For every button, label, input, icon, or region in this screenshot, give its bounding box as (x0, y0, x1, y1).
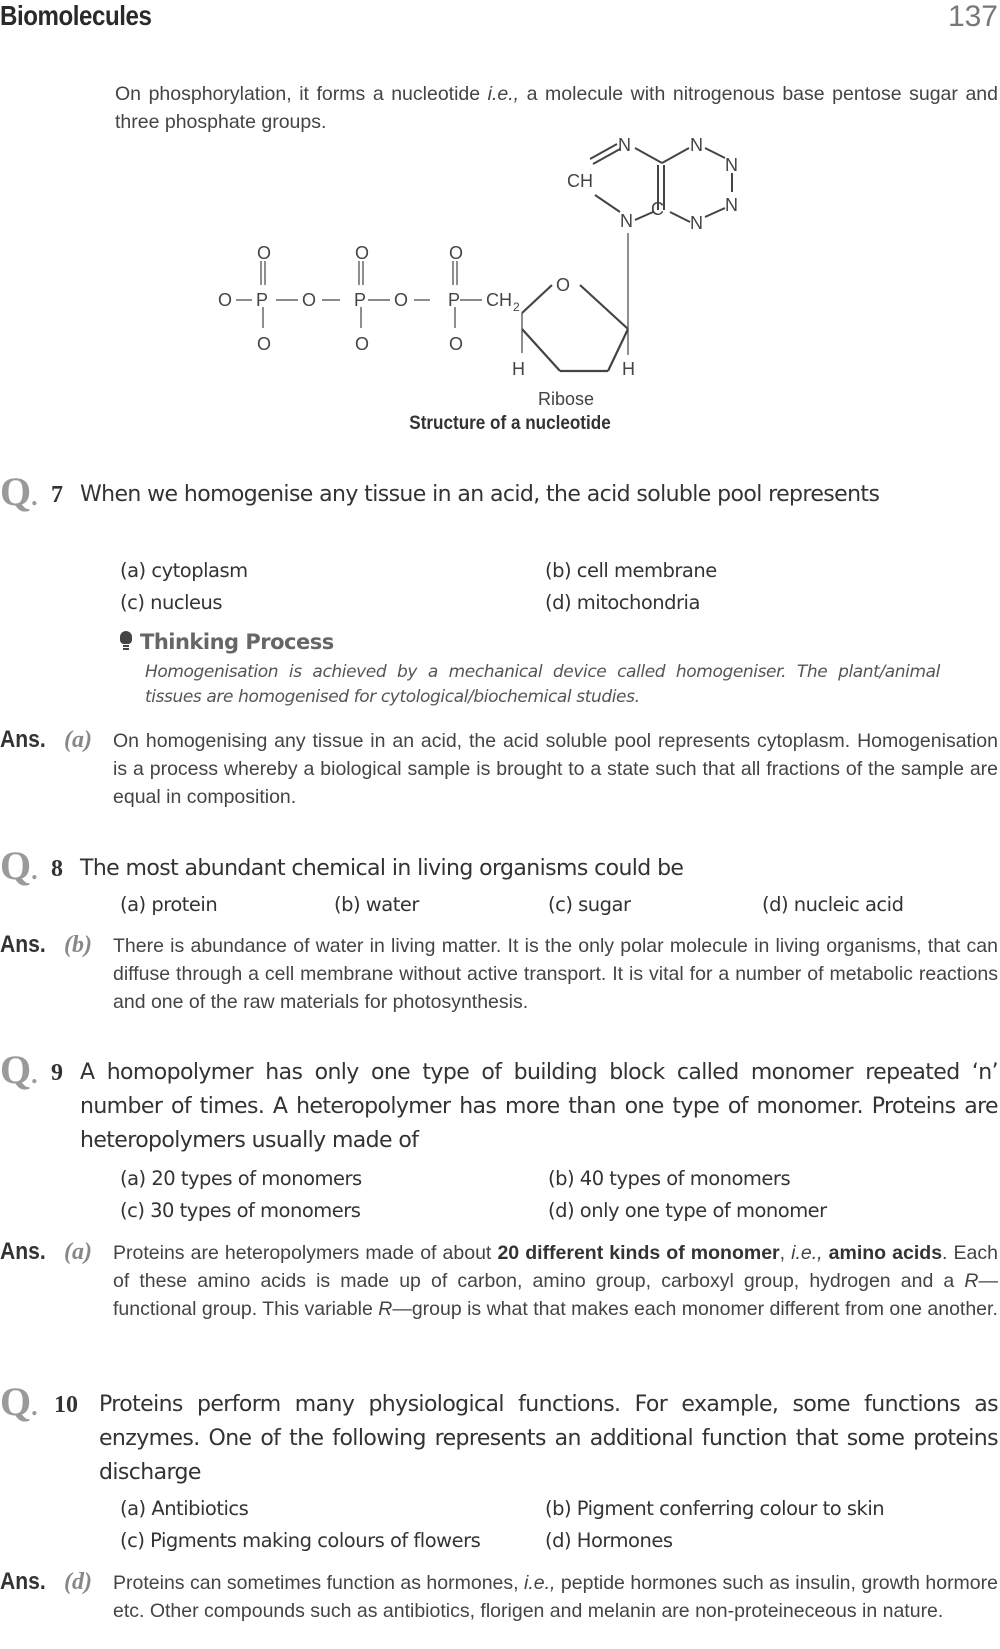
option-b[interactable]: (b) cell membrane (545, 559, 717, 582)
question-marker: Q. (0, 843, 38, 888)
answer-label: Ans. (0, 726, 46, 753)
svg-text:CH: CH (486, 290, 512, 310)
option-a[interactable]: (a) Antibiotics (120, 1497, 249, 1520)
svg-text:P: P (354, 290, 367, 310)
svg-text:CH: CH (567, 171, 593, 191)
answer-text: On homogenising any tissue in an acid, the acid soluble pool represents cytoplasm. Homogenisation is a process whereby a biological sample is brought to a state such that all fractions of the sample are equal in composition. (113, 730, 998, 808)
option-a[interactable]: (a) protein (120, 893, 218, 916)
option-c[interactable]: (c) nucleus (120, 591, 223, 614)
svg-text:P: P (256, 290, 269, 310)
svg-text:2: 2 (513, 300, 520, 314)
option-d[interactable]: (d) mitochondria (545, 591, 700, 614)
svg-text:O: O (449, 334, 464, 354)
answer-label: Ans. (0, 1568, 46, 1595)
question-text: The most abundant chemical in living organisms could be (80, 856, 684, 881)
svg-text:O: O (355, 334, 370, 354)
svg-text:O: O (355, 243, 370, 263)
nucleotide-diagram (210, 135, 810, 415)
option-b[interactable]: (b) Pigment conferring colour to skin (545, 1497, 885, 1520)
answer-text: There is abundance of water in living matter. It is the only polar molecule in living organisms, that can diffuse through a cell membrane without active transport. It is vital for a number of metabolic reactions and one of the raw materials for photosynthesis. (113, 935, 998, 1013)
question-marker: Q. (0, 469, 38, 514)
lightbulb-icon (120, 631, 132, 651)
question-marker: Q. (0, 1047, 38, 1092)
answer-letter: (a) (64, 727, 92, 753)
svg-text:C: C (651, 199, 664, 219)
answer-letter: (a) (64, 1239, 92, 1265)
phosphate-labels (218, 243, 520, 354)
nucleotide-structure-figure (210, 135, 810, 445)
answer-text: Proteins are heteropolymers made of about 20 different kinds of monomer, i.e., amino acids. Each of these amino acids is made up of carbon, amino group, carboxyl group, hydrogen and a R—functional group. This variable R—group is what that makes each monomer different from one another. (113, 1242, 998, 1320)
svg-text:O: O (302, 290, 317, 310)
option-b[interactable]: (b) water (334, 893, 419, 916)
thinking-process-heading: Thinking Process (120, 630, 334, 654)
svg-text:O: O (449, 243, 464, 263)
chapter-title: Biomolecules (0, 0, 152, 31)
svg-text:O: O (257, 243, 272, 263)
svg-text:N: N (690, 135, 703, 155)
answer-label: Ans. (0, 931, 46, 958)
svg-text:O: O (394, 290, 409, 310)
option-a[interactable]: (a) 20 types of monomers (120, 1167, 362, 1190)
thinking-process-text: Homogenisation is achieved by a mechanical device called homogeniser. The plant/animal tissues are homogenised for cytological/biochemical studies. (145, 662, 940, 707)
answer-label: Ans. (0, 1238, 46, 1265)
question-number: 7 (51, 482, 63, 508)
question-number: 10 (54, 1392, 78, 1418)
question-marker: Q. (0, 1379, 38, 1424)
question-number: 9 (51, 1060, 63, 1086)
option-c[interactable]: (c) Pigments making colours of flowers (120, 1529, 481, 1552)
svg-text:Ribose: Ribose (538, 389, 595, 409)
question-text: Proteins perform many physiological functions. For example, some functions as enzymes. One of the following represents an additional function that some proteins discharge (99, 1392, 998, 1485)
answer-letter: (d) (64, 1569, 92, 1595)
ribose-ring (522, 285, 628, 371)
option-d[interactable]: (d) Hormones (545, 1529, 673, 1552)
svg-text:O: O (257, 334, 272, 354)
figure-caption: Structure of a nucleotide (409, 413, 611, 434)
option-d[interactable]: (d) only one type of monomer (548, 1199, 827, 1222)
option-a[interactable]: (a) cytoplasm (120, 559, 248, 582)
running-head (0, 0, 1000, 40)
answer-text: Proteins can sometimes function as hormones, i.e., peptide hormones such as insulin, growth hormore etc. Other compounds such as antibiotics, florigen and melanin are non-proteineceous in nature. (113, 1572, 998, 1622)
svg-text:N: N (620, 211, 633, 231)
question-text: When we homogenise any tissue in an acid, the acid soluble pool represents (80, 482, 880, 507)
option-c[interactable]: (c) 30 types of monomers (120, 1199, 361, 1222)
svg-text:H: H (622, 359, 635, 379)
svg-text:O: O (556, 275, 571, 295)
page-number: 137 (947, 0, 998, 33)
answer-letter: (b) (64, 932, 92, 958)
question-number: 8 (51, 856, 63, 882)
svg-text:N: N (618, 135, 631, 155)
option-b[interactable]: (b) 40 types of monomers (548, 1167, 791, 1190)
svg-text:H: H (512, 359, 525, 379)
svg-text:N: N (725, 155, 738, 175)
intro-paragraph: On phosphorylation, it forms a nucleotide i.e., a molecule with nitrogenous base pentose sugar and three phosphate groups. (115, 83, 998, 133)
svg-text:N: N (725, 195, 738, 215)
option-d[interactable]: (d) nucleic acid (762, 893, 904, 916)
svg-text:O: O (218, 290, 233, 310)
question-text: A homopolymer has only one type of building block called monomer repeated ‘n’ number of times. A heteropolymer has more than one type of monomer. Proteins are heteropolymers usually made of (80, 1060, 998, 1153)
option-c[interactable]: (c) sugar (548, 893, 631, 916)
svg-text:N: N (690, 213, 703, 233)
svg-text:P: P (448, 290, 461, 310)
